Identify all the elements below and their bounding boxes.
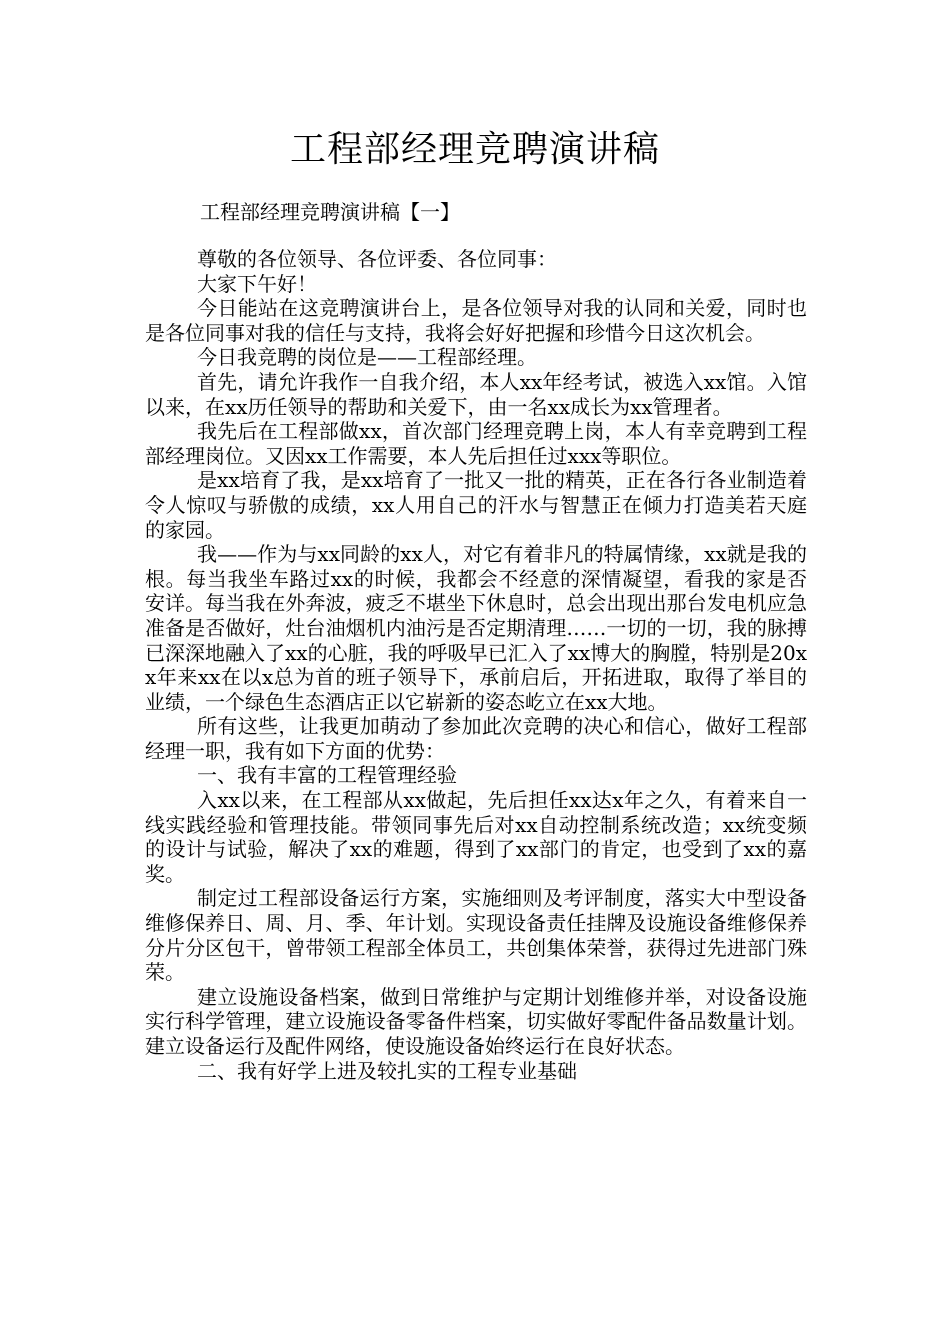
paragraph-greeting-address: 尊敬的各位领导、各位评委、各位同事： <box>197 247 557 271</box>
paragraph: 我先后在工程部做xx，首次部门经理竞聘上岗，本人有幸竞聘到工程部经理岗位。又因xx工作需要，本人先后担任过xxx等职位。 <box>145 419 807 468</box>
paragraph: 建立设施设备档案，做到日常维护与定期计划维修并举，对设备设施实行科学管理，建立设施设备零备件档案，切实做好零配件备品数量计划。建立设备运行及配件网络，使设施设备始终运行在良好状态。 <box>145 984 807 1058</box>
subheading: 一、我有丰富的工程管理经验 <box>197 763 457 788</box>
paragraph: 所有这些，让我更加萌动了参加此次竞聘的决心和信心，做好工程部经理一职，我有如下方面的优势： <box>145 714 807 763</box>
section-title: 工程部经理竞聘演讲稿【一】 <box>200 200 460 224</box>
document-body <box>145 247 807 1083</box>
paragraph: 首先，请允许我作一自我介绍，本人xx年经考试，被选入xx馆。入馆以来，在xx历任领导的帮助和关爱下，由一名xx成长为xx管理者。 <box>145 369 807 419</box>
paragraph: 是xx培育了我，是xx培育了一批又一批的精英，正在各行各业制造着令人惊叹与骄傲的成绩，xx人用自己的汗水与智慧正在倾力打造美若天庭的家园。 <box>145 468 807 542</box>
paragraph: 今日能站在这竞聘演讲台上，是各位领导对我的认同和关爱，同时也是各位同事对我的信任与支持，我将会好好把握和珍惜今日这次机会。 <box>145 296 807 345</box>
subheading: 二、我有好学上进及较扎实的工程专业基础 <box>197 1058 577 1083</box>
document-title: 工程部经理竞聘演讲稿 <box>289 129 660 170</box>
paragraph: 入xx以来，在工程部从xx做起，先后担任xx达x年之久，有着来自一线实践经验和管理技能。带领同事先后对xx自动控制系统改造；xx统变频的设计与试验，解决了xx的难题，得到了xx部门的肯定，也受到了xx的嘉奖。 <box>145 788 807 886</box>
paragraph: 制定过工程部设备运行方案，实施细则及考评制度，落实大中型设备维修保养日、周、月、季、年计划。实现设备责任挂牌及设施设备维修保养分片分区包干，曾带领工程部全体员工，共创集体荣誉，获得过先进部门殊荣。 <box>145 886 807 985</box>
paragraph-greeting: 大家下午好！ <box>197 271 317 296</box>
paragraph: 今日我竞聘的岗位是——工程部经理。 <box>197 345 537 370</box>
paragraph: 我——作为与xx同龄的xx人，对它有着非凡的特属情缘，xx就是我的根。每当我坐车路过xx的时候，我都会不经意的深情凝望，看我的家是否安详。每当我在外奔波，疲乏不堪坐下休息时，总会出现出那台发电机应急准备是否做好，灶台油烟机内油污是否定期清理……一切的一切，我的脉搏已深深地融入了xx的心脏，我的呼吸早已汇入了xx博大的胸膛，特别是20xx年来xx在以x总为首的班子领导下，承前启后，开拓进取，取得了举目的业绩，一个绿色生态酒店正以它崭新的姿态屹立在xx大地。 <box>145 542 807 714</box>
